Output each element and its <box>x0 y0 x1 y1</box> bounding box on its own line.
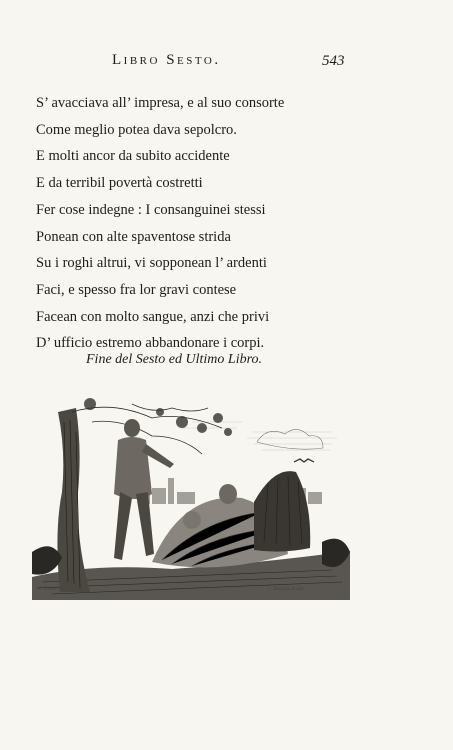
engraving-credit-inventor: C. Eisen inv. <box>38 586 66 592</box>
verse-line: E da terribil povertà costretti <box>36 175 203 192</box>
engraving-illustration <box>32 392 350 600</box>
engraving-credit-engraver: c. Baquoy Sculp. <box>268 586 305 592</box>
verse-line: Come meglio potea dava sepolcro. <box>36 121 237 138</box>
verse-line: Facean con molto sangue, anzi che privi <box>36 308 270 325</box>
running-head <box>0 52 453 76</box>
verse-line: Ponean con alte spaventose strida <box>36 228 231 245</box>
verse-line: Fer cose indegne : I consanguinei stessi <box>36 201 266 218</box>
engraving-image <box>32 392 350 600</box>
running-title: Libro Sesto. <box>112 52 221 68</box>
colophon: Fine del Sesto ed Ultimo Libro. <box>86 352 263 367</box>
verse-block <box>36 90 356 357</box>
verse-line: Su i roghi altrui, vi sopponean l’ ardenti <box>36 255 267 272</box>
verse-line: D’ ufficio estremo abbandonare i corpi. <box>36 335 265 352</box>
page-number: 543 <box>322 53 345 69</box>
verse-line: Faci, e spesso fra lor gravi contese <box>36 281 237 298</box>
verse-line: E molti ancor da subito accidente <box>36 148 230 165</box>
verse-line: S’ avacciava all’ impresa, e al suo consorte <box>36 95 285 111</box>
